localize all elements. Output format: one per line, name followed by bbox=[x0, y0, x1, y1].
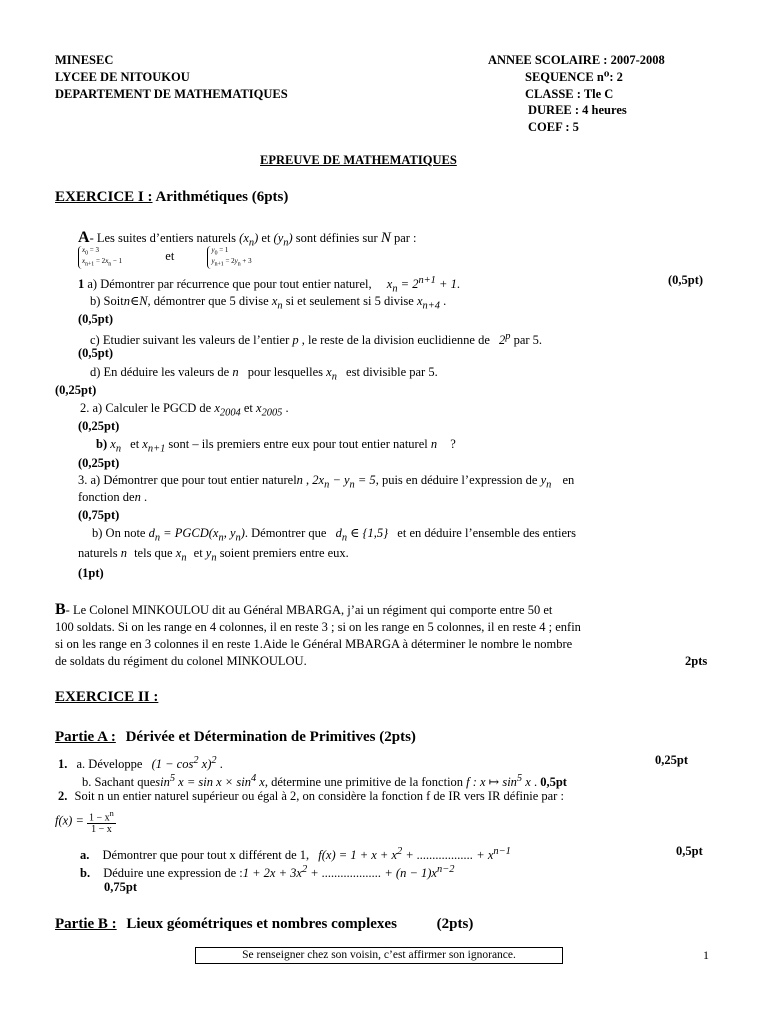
ex2-a1-points: 0,25pt bbox=[655, 753, 688, 767]
header-ministry: MINESEC bbox=[55, 53, 114, 67]
ex2-b2-points: 0,75pt bbox=[104, 880, 137, 894]
ex1-label: EXERCICE I : bbox=[55, 189, 153, 205]
ex1-systems: $x_0 = 3$ $x_{n+1} = 2x_n - 1$ et $y_0 = 1$ $y_{n+1} = 2y_n + 3$ bbox=[78, 246, 252, 269]
ex1-q3b-line2: naturels n tels que $x_n$ et $y_n$ soient premiers entre eux. bbox=[78, 546, 349, 564]
ex1-b-points: 2pts bbox=[685, 654, 708, 668]
ex2-heading: EXERCICE II : bbox=[55, 689, 159, 705]
ex1-q2b-points: (0,25pt) bbox=[78, 456, 120, 470]
ex1-q3a-points: (0,75pt) bbox=[78, 508, 120, 522]
ex1-q1a: 1 a) Démontrer par récurrence que pour tout entier naturel, $x_n = 2^{n+1} + 1$. bbox=[78, 275, 460, 295]
header-class: CLASSE : Tle C bbox=[525, 87, 614, 101]
ex2-f-definition: f(x) = $\frac{1 - x^n}{1 - x}$ bbox=[55, 809, 114, 836]
ex1-q3a: 3. a) Démontrer que pour tout entier natureln , $2x_n - y_n = 5$, puis en déduire l’expression de $y_n$ en bbox=[78, 473, 575, 491]
ex1-q1b: b) Soitn∈N, démontrer que 5 divise $x_n$ si et seulement si 5 divise $x_{n+4}$ . bbox=[90, 294, 447, 312]
page-number: 1 bbox=[703, 948, 709, 962]
header-department: DEPARTEMENT DE MATHEMATIQUES bbox=[55, 87, 288, 101]
ex1-q2a-points: (0,25pt) bbox=[78, 419, 120, 433]
ex2-b1: b. Sachant quesin$^5$ $x = \sin x \times \sin^4 x$, détermine une primitive de la fonction f : x ↦ $\sin^5 x$ . 0,5pt bbox=[82, 773, 567, 790]
ex1-q1d-points: (0,25pt) bbox=[55, 383, 97, 397]
ex1-heading bbox=[55, 190, 288, 205]
ex1-b-line2: 100 soldats. Si on les range en 4 colonnes, il en reste 3 ; si on les range en 5 colonnes, il en reste 4 ; enfin bbox=[55, 620, 581, 634]
ex1-q3b-points: (1pt) bbox=[78, 566, 104, 580]
ex1-q3a-line2: fonction den . bbox=[78, 490, 148, 504]
ex1-b-line4: de soldats du régiment du colonel MINKOULOU. bbox=[55, 654, 307, 668]
ex2-q2: 2. Soit n un entier naturel supérieur ou égal à 2, on considère la fonction f de IR vers IR définie par : bbox=[58, 789, 564, 803]
ex1-q1c-points: (0,5pt) bbox=[78, 346, 114, 360]
footer-motto: Se renseigner chez son voisin, c’est affirmer son ignorance. bbox=[195, 947, 563, 964]
ex2-partb-heading: Partie B : Lieux géométriques et nombres complexes (2pts) bbox=[55, 916, 474, 932]
ex2-b2: b. Déduire une expression de :1 + $2x + 3x^2$ + ................... + $(n - 1)x^{n-2}$ bbox=[80, 864, 455, 881]
header-sequence: SEQUENCE n⁰: 2 bbox=[525, 70, 623, 84]
page-title: EPREUVE DE MATHEMATIQUES bbox=[260, 153, 457, 167]
ex1-q3b: b) On note $d_n$ = $PGCD(x_n$, $y_n$). Démontrer que $d_n$ ∈ {1,5} et en déduire l’ensemble des entiers bbox=[92, 526, 577, 544]
header-school-year: ANNEE SCOLAIRE : 2007-2008 bbox=[488, 53, 665, 67]
ex1-q1d: d) En déduire les valeurs de n pour lesquelles $x_n$ est divisible par 5. bbox=[90, 365, 438, 383]
ex1-q1a-points: (0,5pt) bbox=[668, 273, 704, 287]
ex2-parta-heading: Partie A : Dérivée et Détermination de Primitives (2pts) bbox=[55, 729, 416, 745]
ex1-q2a: 2. a) Calculer le PGCD de $x_{2004}$ et $x_{2005}$ . bbox=[80, 401, 289, 419]
ex1-b-line3: si on les range en 3 colonnes il en reste 1.Aide le Général MBARGA à déterminer le nombre le nombre bbox=[55, 637, 573, 651]
ex1-b-line1: B- Le Colonel MINKOULOU dit au Général MBARGA, j’ai un régiment qui comporte entre 50 et bbox=[55, 601, 553, 618]
ex2-a1: 1. a. Développe $(1 - \cos^2 x)^2$ . bbox=[58, 755, 223, 772]
header-coef: COEF : 5 bbox=[528, 120, 579, 134]
ex1-q1b-points: (0,5pt) bbox=[78, 312, 114, 326]
ex1-a-intro: A- Les suites d’entiers naturels $(x_n)$ et $(y_n)$ sont définies sur N par : bbox=[78, 229, 417, 249]
header-school: LYCEE DE NITOUKOU bbox=[55, 70, 190, 84]
ex1-q1c: c) Etudier suivant les valeurs de l’entier p , le reste de la division euclidienne de 2$^p$ par 5. bbox=[90, 331, 543, 348]
ex1-points: (6pts) bbox=[251, 189, 289, 205]
ex1-topic: Arithmétiques bbox=[155, 189, 248, 205]
ex2-a2: a. Démontrer que pour tout x différent de 1, $f(x) = 1 + x + x^2$ + .................. + $x^{n-1}$ bbox=[80, 846, 511, 863]
ex1-q2b: b) $x_n$ et $x_{n+1}$ sont – ils premiers entre eux pour tout entier naturel n ? bbox=[96, 437, 456, 455]
header-duration: DUREE : 4 heures bbox=[528, 103, 627, 117]
ex2-a2-points: 0,5pt bbox=[676, 844, 703, 858]
